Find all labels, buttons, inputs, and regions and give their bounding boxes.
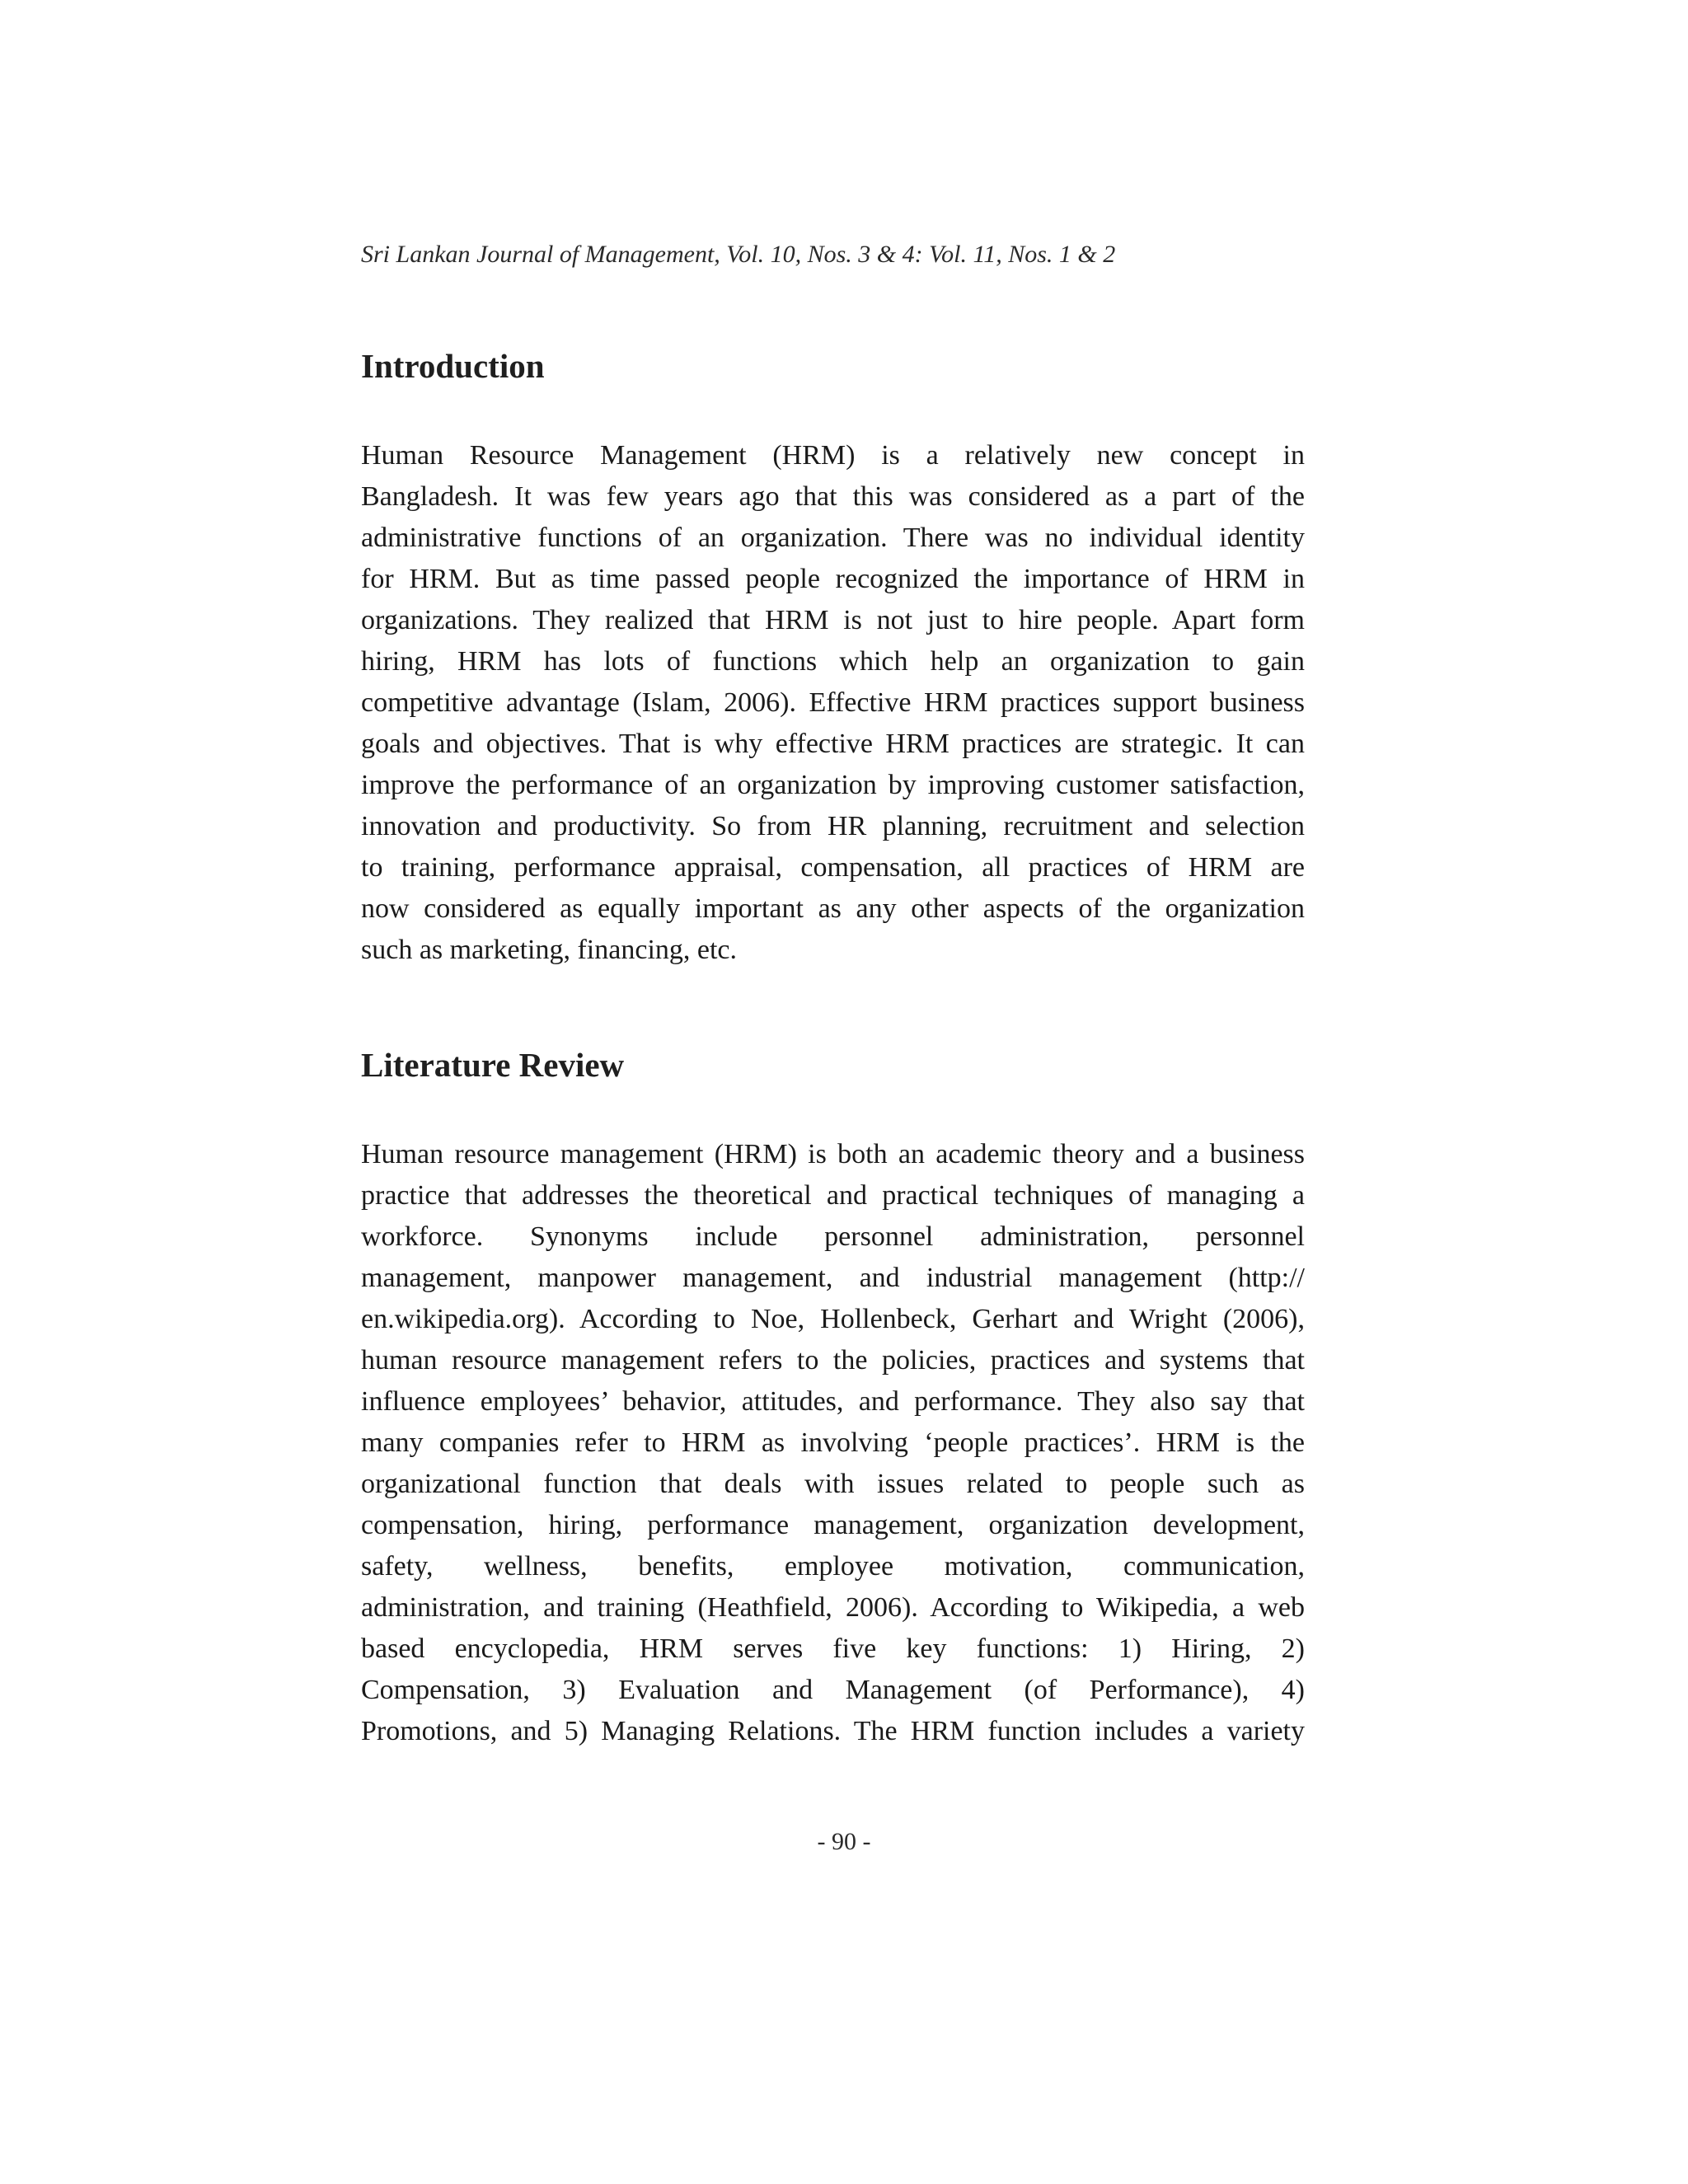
paragraph-line: hiring, HRM has lots of functions which help an organization to gain [361, 646, 1305, 677]
paragraph-line: improve the performance of an organization by improving customer satisfaction, [361, 770, 1305, 800]
paragraph-line: practice that addresses the theoretical and practical techniques of managing a [361, 1180, 1305, 1211]
paragraph-line: human resource management refers to the policies, practices and systems that [361, 1345, 1305, 1376]
literature-review-paragraph [361, 1134, 1305, 1752]
paragraph-line: compensation, hiring, performance management, organization development, [361, 1510, 1305, 1540]
paragraph-line: Compensation, 3) Evaluation and Management (of Performance), 4) [361, 1675, 1305, 1705]
paragraph-line: Bangladesh. It was few years ago that this was considered as a part of the [361, 481, 1305, 512]
paragraph-line: based encyclopedia, HRM serves five key functions: 1) Hiring, 2) [361, 1633, 1305, 1664]
paragraph-line: innovation and productivity. So from HR planning, recruitment and selection [361, 811, 1305, 841]
paragraph-line: Human resource management (HRM) is both an academic theory and a business [361, 1139, 1305, 1169]
paragraph-line: administrative functions of an organization. There was no individual identity [361, 523, 1305, 553]
paragraph-line: organizational function that deals with issues related to people such as [361, 1469, 1305, 1499]
paragraph-line: safety, wellness, benefits, employee motivation, communication, [361, 1551, 1305, 1582]
paragraph-line: Human Resource Management (HRM) is a relatively new concept in [361, 440, 1305, 471]
paragraph-line: for HRM. But as time passed people recognized the importance of HRM in [361, 564, 1305, 594]
paragraph-line: management, manpower management, and industrial management (http:// [361, 1263, 1305, 1293]
section-heading-literature-review: Literature Review [361, 1046, 625, 1084]
paragraph-line: such as marketing, financing, etc. [361, 935, 738, 965]
paragraph-line: administration, and training (Heathfield, 2006). According to Wikipedia, a web [361, 1592, 1305, 1623]
page-number: - 90 - [817, 1828, 871, 1855]
paragraph-line: now considered as equally important as any other aspects of the organization [361, 893, 1305, 924]
paragraph-line: workforce. Synonyms include personnel administration, personnel [361, 1221, 1305, 1252]
section-heading-introduction: Introduction [361, 347, 545, 385]
paragraph-line: Promotions, and 5) Managing Relations. The HRM function includes a variety [361, 1716, 1305, 1746]
introduction-paragraph [361, 435, 1305, 971]
paragraph-line: en.wikipedia.org). According to Noe, Hollenbeck, Gerhart and Wright (2006), [361, 1304, 1305, 1334]
paragraph-line: goals and objectives. That is why effective HRM practices are strategic. It can [361, 729, 1305, 759]
paragraph-line: influence employees’ behavior, attitudes, and performance. They also say that [361, 1386, 1305, 1417]
paragraph-line: organizations. They realized that HRM is not just to hire people. Apart form [361, 605, 1305, 635]
paragraph-line: many companies refer to HRM as involving ‘people practices’. HRM is the [361, 1427, 1305, 1458]
paragraph-line: to training, performance appraisal, compensation, all practices of HRM are [361, 852, 1305, 883]
running-header: Sri Lankan Journal of Management, Vol. 10, Nos. 3 & 4: Vol. 11, Nos. 1 & 2 [361, 241, 1116, 268]
paragraph-line: competitive advantage (Islam, 2006). Effective HRM practices support business [361, 687, 1305, 718]
